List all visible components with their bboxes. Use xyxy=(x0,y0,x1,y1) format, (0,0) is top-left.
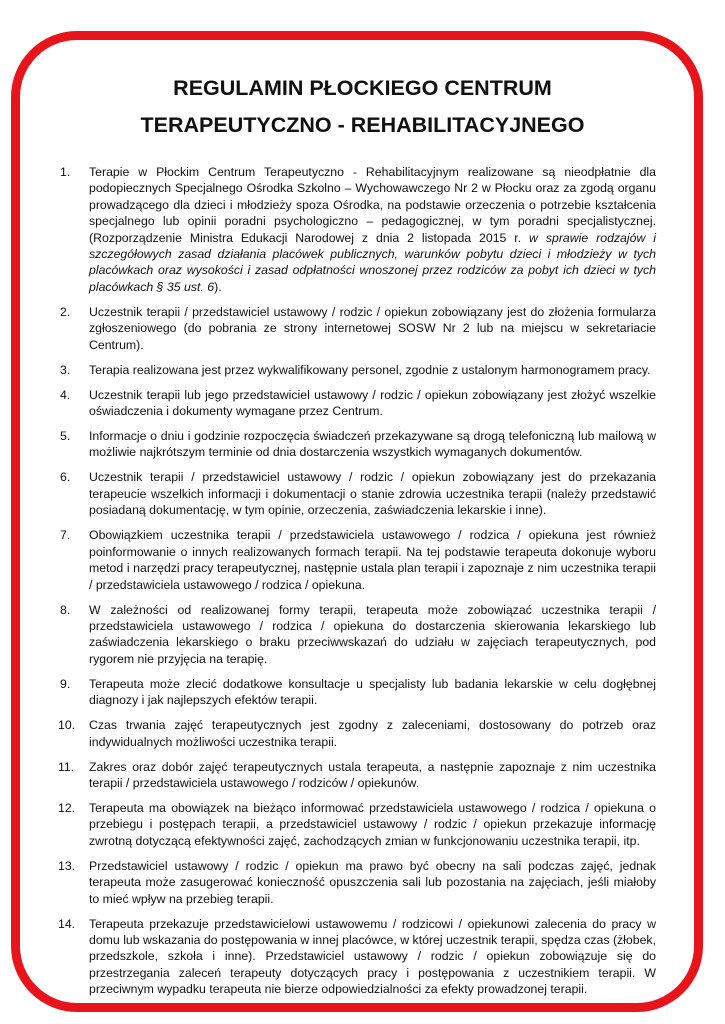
rule-text: Czas trwania zajęć terapeutycznych jest zgodny z zaleceniami, dostosowany do potrzeb oraz indywidualnych możliwości uczestnika terapii. xyxy=(89,718,656,749)
rule-item-5 xyxy=(58,428,656,461)
rule-number: 9. xyxy=(60,676,71,691)
rule-item-9 xyxy=(58,676,656,709)
rule-text-italic: w sprawie rodzajów i szczegółowych zasad działania placówek publicznych, warunków pobytu dzieci i młodzieży w tych placówkach oraz wysokości i zasad odpłatności wnoszonej przez rodziców za pobyt ich dzieci w tych placówkach § 35 ust. 6 xyxy=(89,230,656,294)
rule-number: 4. xyxy=(60,387,71,402)
rule-text-tail: ). xyxy=(214,279,222,294)
rule-item-14 xyxy=(58,916,656,998)
rule-text: Terapie w Płockim Centrum Terapeutyczno - Rehabilitacyjnym realizowane są nieodpłatnie dla podopiecznych Specjalnego Ośrodka Szkolno – Wychowawczego Nr 2 w Płocku oraz za zgodą organu prowadzącego dla dzieci i młodzieży spoza Ośrodka, na podstawie orzeczenia o potrzebie kształcenia specjalnego lub opinii poradni psychologiczno – pedagogicznej, w tym poradni specjalistycznej. (Rozporządzenie Ministra Edukacji Narodowej z dnia 2 listopada 2015 r. xyxy=(89,165,656,245)
page-title xyxy=(40,70,685,144)
rule-number: 3. xyxy=(60,362,71,377)
rule-number: 8. xyxy=(60,602,71,617)
rule-number: 1. xyxy=(60,165,71,179)
rule-item-6 xyxy=(58,469,656,518)
rule-text: Uczestnik terapii / przedstawiciel ustawowy / rodzic / opiekun zobowiązany jest do przekazania terapeucie wszelkich informacji i dokumentacji o stanie zdrowia uczestnika terapii (należy przedstawić posiadaną dokumentację, w tym opinie, orzeczenia, zaświadczenia lekarskie i inne). xyxy=(89,470,656,518)
rule-text: Terapeuta może zlecić dodatkowe konsultacje u specjalisty lub badania lekarskie w celu dogłębnej diagnozy i jak najlepszych efektów terapii. xyxy=(89,676,656,708)
rule-item-11 xyxy=(58,759,656,792)
rule-item-4 xyxy=(58,387,656,420)
rule-item-13 xyxy=(58,858,656,907)
rule-text: Terapia realizowana jest przez wykwalifikowany personel, zgodnie z ustalonym harmonogramem pracy. xyxy=(89,362,651,377)
rule-text: Uczestnik terapii / przedstawiciel ustawowy / rodzic / opiekun zobowiązany jest do złożenia formularza zgłoszeniowego (do pobrania ze strony internetowej SOSW Nr 2 lub na miejscu w sekretariacie Centrum). xyxy=(89,304,656,352)
rule-item-8 xyxy=(58,602,656,668)
rule-text: Uczestnik terapii lub jego przedstawiciel ustawowy / rodzic / opiekun zobowiązany jest złożyć wszelkie oświadczenia i dokumenty wymagane przez Centrum. xyxy=(89,387,656,419)
rule-text: Terapeuta ma obowiązek na bieżąco informować przedstawiciela ustawowego / rodzica / opiekuna o przebiegu i postępach terapii, a przedstawiciel ustawowy / rodzic / opiekun przekazuje informację zwrotną dotyczącą efektywności zajęć, zachodzących zmian w funkcjonowaniu uczestnika terapii, itp. xyxy=(89,800,656,848)
rule-item-2 xyxy=(58,304,656,353)
rule-item-12 xyxy=(58,800,656,849)
title-line-2: TERAPEUTYCZNO - REHABILITACYJNEGO xyxy=(140,113,585,137)
rule-text: Terapeuta przekazuje przedstawicielowi ustawowemu / rodzicowi / opiekunowi zalecenia do pracy w domu lub wskazania do postępowania w innej placówce, w której uczestnik terapii, spędza czas (żłobek, przedszkole, szkoła i inne). Przedstawiciel ustawowy / rodzic / opiekun zobowiązuje się do przestrzegania zaleceń terapeuty dotyczących pracy i postępowania z uczestnikiem terapii. W przeciwnym wypadku terapeuta nie bierze odpowiedzialności za efekty prowadzonej terapii. xyxy=(89,916,656,997)
rule-text: Zakres oraz dobór zajęć terapeutycznych ustala terapeuta, a następnie zapoznaje z nim uczestnika terapii / przedstawiciela ustawowego / rodziców / opiekunów. xyxy=(89,759,656,790)
rules-list xyxy=(58,164,656,1006)
rule-number: 14. xyxy=(58,916,76,931)
rule-text: Obowiązkiem uczestnika terapii / przedstawiciela ustawowego / rodzica / opiekuna jest również poinformowanie o innych realizowanych formach terapii. Na tej podstawie terapeuta dokonuje wyboru metod i narzędzi pracy terapeutycznej, następnie ustala plan terapii i zapoznaje z nim uczestnika terapii / przedstawiciela ustawowego / rodzica / opiekuna. xyxy=(89,528,656,592)
rule-number: 11. xyxy=(58,759,75,774)
title-line-1: REGULAMIN PŁOCKIEGO CENTRUM xyxy=(173,76,552,100)
rule-item-10 xyxy=(58,717,656,750)
rule-text: Informacje o dniu i godzinie rozpoczęcia świadczeń przekazywane są drogą telefoniczną lub mailową w możliwie najkrótszym terminie od dnia dostarczenia wszystkich wymaganych dokumentów. xyxy=(89,429,656,460)
rule-number: 5. xyxy=(60,429,71,444)
rule-number: 12. xyxy=(58,800,76,815)
rule-number: 10. xyxy=(58,718,76,733)
rule-item-7 xyxy=(58,527,656,593)
rule-number: 13. xyxy=(58,858,76,873)
rule-number: 6. xyxy=(60,470,71,485)
rule-text: Przedstawiciel ustawowy / rodzic / opiekun ma prawo być obecny na sali podczas zajęć, jednak terapeuta może zasugerować konieczność opuszczenia sali lub pozostania na zajęciach, jeśli miałoby to mieć wpływ na przebieg terapii. xyxy=(89,858,656,906)
rule-number: 7. xyxy=(60,528,71,543)
rule-number: 2. xyxy=(60,304,71,319)
rule-item-3 xyxy=(58,362,656,378)
rule-text: W zależności od realizowanej formy terapii, terapeuta może zobowiązać uczestnika terapii / przedstawiciela ustawowego / rodzica / opiekuna do dostarczenia skierowania lekarskiego lub zaświadczenia lekarskiego o braku przeciwwskazań do udziału w zajęciach terapeutycznych, pod rygorem nie przyjęcia na terapię. xyxy=(89,602,656,666)
rule-item-1 xyxy=(58,164,656,295)
